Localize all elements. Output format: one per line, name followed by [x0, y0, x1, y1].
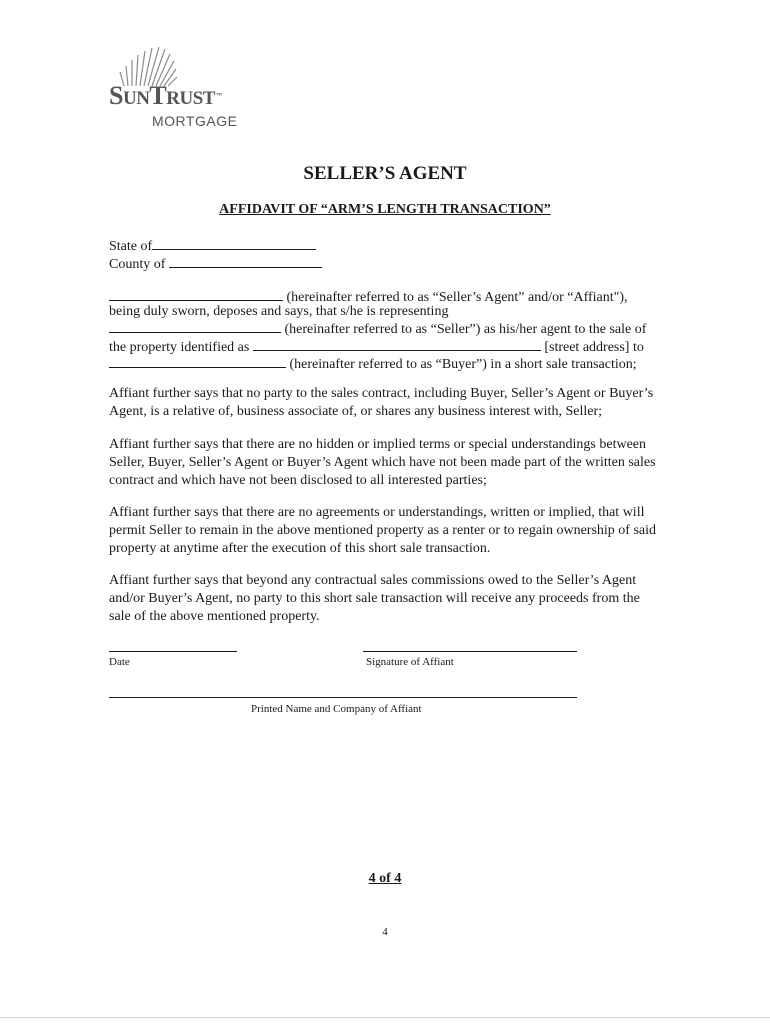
- paragraph-no-relation: Affiant further says that no party to the sales contract, including Buyer, Seller’s Agent or Buyer’s Agent, is a relative of, business associate of, or shares any business interest with, Seller;: [109, 386, 654, 419]
- brand-letters-un: UN: [122, 88, 150, 109]
- printed-name-label: Printed Name and Company of Affiant: [251, 703, 422, 715]
- state-field[interactable]: [152, 236, 316, 250]
- scan-edge-divider: [0, 1017, 770, 1018]
- intro-line-3: [109, 319, 646, 339]
- document-subtitle: AFFIDAVIT OF “ARM’S LENGTH TRANSACTION”: [219, 202, 551, 217]
- county-field[interactable]: [169, 254, 322, 268]
- page-title: SELLER’S AGENT: [303, 163, 467, 184]
- brand-letters-rust: RUST: [166, 88, 215, 109]
- intro-line-4-prefix: the property identified as: [109, 340, 250, 355]
- state-line: [109, 236, 316, 256]
- state-label: State of: [109, 239, 153, 254]
- date-line[interactable]: [109, 651, 237, 652]
- intro-line-5-text: (hereinafter referred to as “Buyer”) in a short sale transaction;: [289, 357, 637, 372]
- intro-line-5: [109, 354, 637, 374]
- seller-name-field[interactable]: [109, 319, 281, 333]
- intro-line-4-suffix: [street address] to: [544, 340, 644, 355]
- intro-line-2-text: being duly sworn, deposes and says, that s/he is representing: [109, 304, 449, 319]
- signature-label: Signature of Affiant: [366, 656, 454, 668]
- buyer-name-field[interactable]: [109, 354, 286, 368]
- brand-subtitle: MORTGAGE: [152, 113, 238, 129]
- page-number: 4: [382, 926, 388, 938]
- intro-line-3-text: (hereinafter referred to as “Seller”) as his/her agent to the sale of: [284, 322, 647, 337]
- brand-letter-s: S: [109, 81, 123, 110]
- printed-name-line[interactable]: [109, 697, 577, 698]
- property-address-field[interactable]: [253, 337, 541, 351]
- intro-line-1-text: (hereinafter referred to as “Seller’s Agent” and/or “Affiant"),: [286, 290, 628, 305]
- paragraph-no-agreements: Affiant further says that there are no agreements or understandings, written or implied, that will permit Seller to remain in the above mentioned property as a renter or to regain ownership of said property at anytime after the execution of this short sale transaction.: [109, 505, 656, 556]
- trademark-mark: ™: [215, 93, 222, 99]
- paragraph-no-hidden-terms: Affiant further says that there are no hidden or implied terms or special understandings between Seller, Buyer, Seller’s Agent or Buyer’s Agent which have not been made part of the written sales contract and which have not been disclosed to all interested parties;: [109, 437, 656, 488]
- county-label: County of: [109, 257, 166, 272]
- brand-logo-text: [109, 81, 221, 114]
- paragraph-no-proceeds: Affiant further says that beyond any contractual sales commissions owed to the Seller’s Agent and/or Buyer’s Agent, no party to this short sale transaction will receive any proceeds from the sale of the above mentioned property.: [109, 573, 640, 624]
- sellers-agent-name-field[interactable]: [109, 287, 283, 301]
- page-of-indicator: 4 of 4: [368, 871, 402, 886]
- county-line: [109, 254, 322, 274]
- signature-line[interactable]: [363, 651, 577, 652]
- date-label: Date: [109, 656, 130, 668]
- brand-letter-t: T: [149, 81, 167, 110]
